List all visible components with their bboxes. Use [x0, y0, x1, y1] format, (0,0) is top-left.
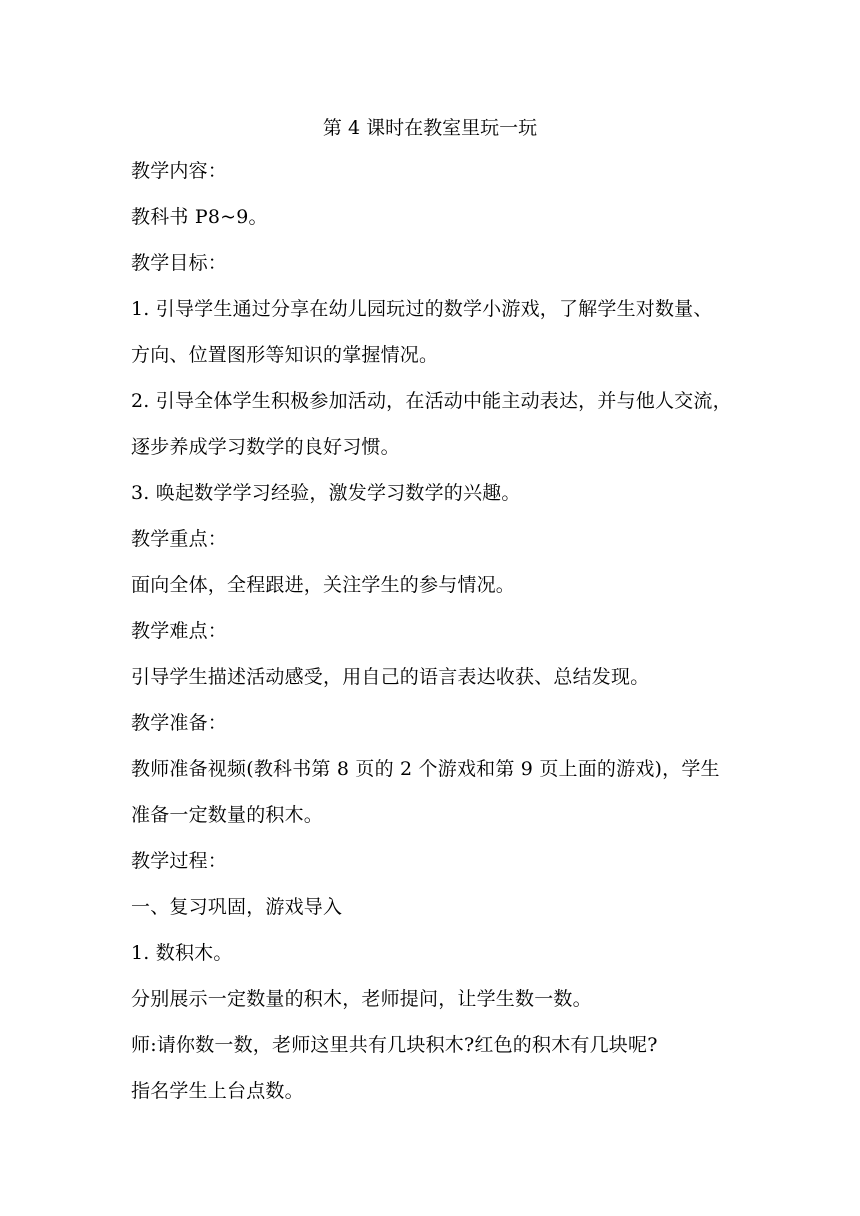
process-step-heading: 一、复习巩固，游戏导入: [131, 896, 343, 918]
difficulties-text: 引导学生描述活动感受，用自己的语言表达收获、总结发现。: [131, 666, 650, 688]
preparation-line-2: 准备一定数量的积木。: [131, 804, 324, 826]
section-heading-key-points: 教学重点：: [131, 528, 228, 550]
teacher-question: 师:请你数一数，老师这里共有几块积木?红色的积木有几块呢?: [131, 1034, 658, 1056]
content-text: 教科书 P8~9。: [131, 206, 268, 228]
process-item-1-followup: 指名学生上台点数。: [131, 1080, 304, 1102]
objective-1-line-1: 1. 引导学生通过分享在幼儿园玩过的数学小游戏，了解学生对数量、: [131, 298, 713, 320]
section-heading-content: 教学内容：: [131, 160, 228, 182]
process-item-1: 1. 数积木。: [131, 942, 233, 964]
objective-2-line-1: 2. 引导全体学生积极参加活动，在活动中能主动表达，并与他人交流，: [131, 390, 732, 412]
process-item-1-text: 分别展示一定数量的积木，老师提问，让学生数一数。: [131, 988, 592, 1010]
section-heading-objectives: 教学目标：: [131, 252, 228, 274]
key-points-text: 面向全体，全程跟进，关注学生的参与情况。: [131, 574, 516, 596]
section-heading-process: 教学过程：: [131, 850, 228, 872]
page-title: 第 4 课时在教室里玩一玩: [322, 117, 538, 139]
preparation-line-1: 教师准备视频(教科书第 8 页的 2 个游戏和第 9 页上面的游戏)，学生: [131, 758, 720, 780]
objective-3: 3. 唤起数学学习经验，激发学习数学的兴趣。: [131, 482, 521, 504]
section-heading-preparation: 教学准备：: [131, 712, 228, 734]
objective-2-line-2: 逐步养成学习数学的良好习惯。: [131, 436, 400, 458]
section-heading-difficulties: 教学难点：: [131, 620, 228, 642]
objective-1-line-2: 方向、位置图形等知识的掌握情况。: [131, 344, 439, 366]
